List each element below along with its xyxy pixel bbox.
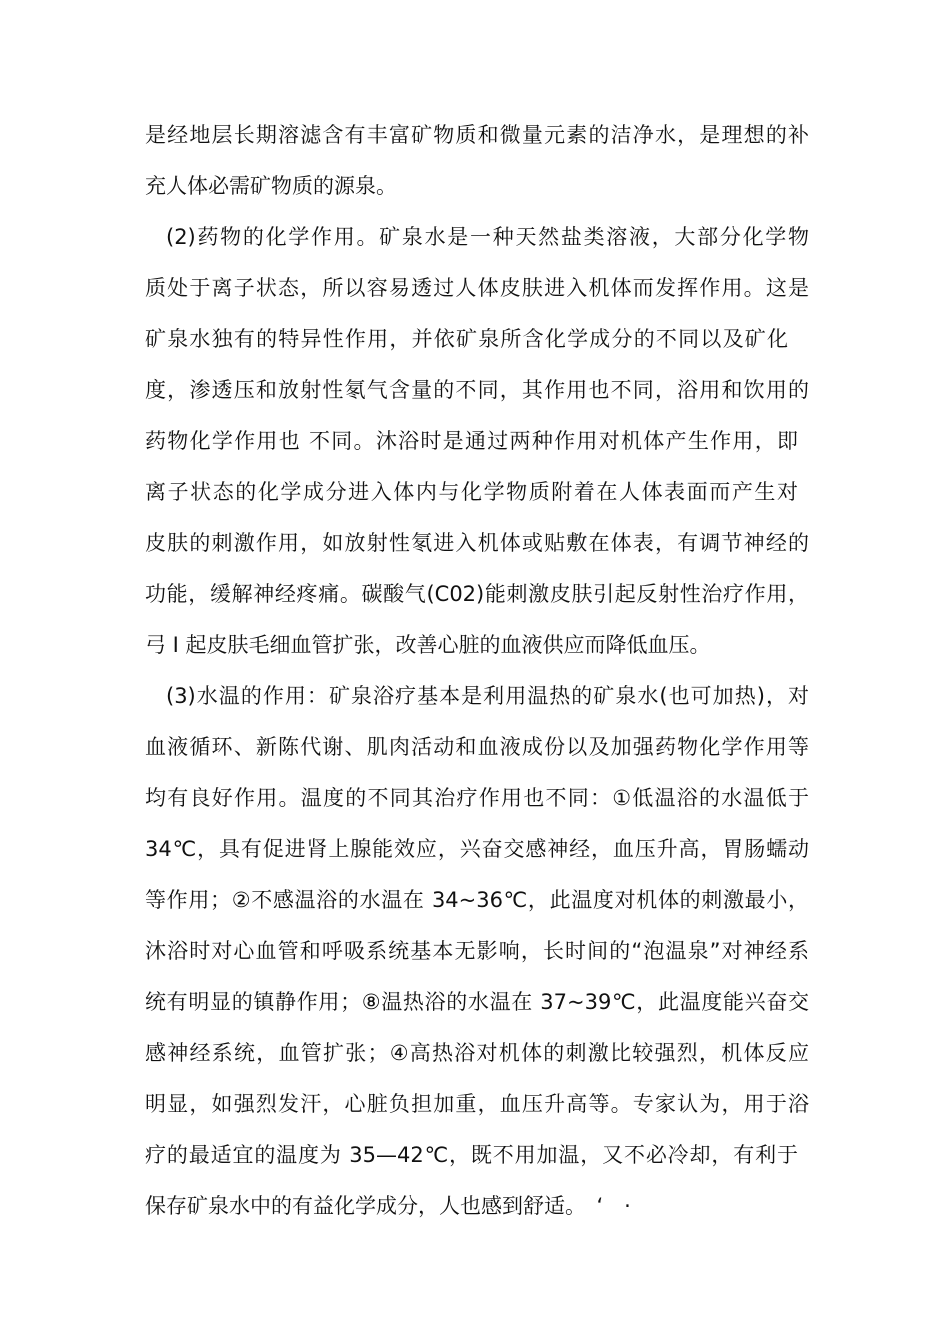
text-line: 疗的最适宜的温度为 35—42℃，既不用加温，又不必冷却，有利于 [145,1143,798,1167]
text-line: 血液循环、新陈代谢、肌肉活动和血液成份以及加强药物化学作用等 [145,735,809,759]
text-line: 弓 I 起皮肤毛细血管扩张，改善心脏的血液供应而降低血压。 [145,633,711,657]
text-line: 34℃，具有促进肾上腺能效应，兴奋交感神经，血压升高，胃肠蠕动 [145,837,809,861]
text-line: 度，渗透压和放射性氡气含量的不同，其作用也不同，浴用和饮用的 [145,378,809,402]
text-line: 明显，如强烈发汗，心脏负担加重，血压升高等。专家认为，用于浴 [145,1092,809,1116]
text-line: 药物化学作用也 不同。沐浴时是通过两种作用对机体产生作用，即 [145,429,798,453]
text-line: 功能，缓解神经疼痛。碳酸气(C02)能刺激皮肤引起反射性治疗作用， [145,582,809,606]
text-line: 皮肤的刺激作用，如放射性氡进入机体或贴敷在体表，有调节神经的 [145,531,809,555]
text-line: 矿泉水独有的特异性作用，并依矿泉所含化学成分的不同以及矿化 [145,327,788,351]
text-line: 离子状态的化学成分进入体内与化学物质附着在人体表面而产生对 [145,480,798,504]
text-line: (3)水温的作用：矿泉浴疗基本是利用温热的矿泉水(也可加热)，对 [166,684,809,708]
text-line: 均有良好作用。温度的不同其治疗作用也不同：①低温浴的水温低于 [145,786,809,810]
text-line: 等作用；②不感温浴的水温在 34~36℃，此温度对机体的刺激最小， [145,888,809,912]
text-line: 沐浴时对心血管和呼吸系统基本无影响，长时间的“泡温泉”对神经系 [145,939,809,963]
text-line: 是经地层长期溶滤含有丰富矿物质和微量元素的洁净水，是理想的补 [145,123,809,147]
text-line: 感神经系统，血管扩张；④高热浴对机体的刺激比较强烈，机体反应 [145,1041,809,1065]
text-line: 统有明显的镇静作用；⑧温热浴的水温在 37~39℃，此温度能兴奋交 [145,990,809,1014]
text-line: 保存矿泉水中的有益化学成分，人也感到舒适。 ‘ · [145,1194,631,1218]
text-line: 质处于离子状态，所以容易透过人体皮肤进入机体而发挥作用。这是 [145,276,809,300]
text-line: 充人体必需矿物质的源泉。 [145,174,397,198]
text-line: (2)药物的化学作用。矿泉水是一种天然盐类溶液，大部分化学物 [166,225,809,249]
